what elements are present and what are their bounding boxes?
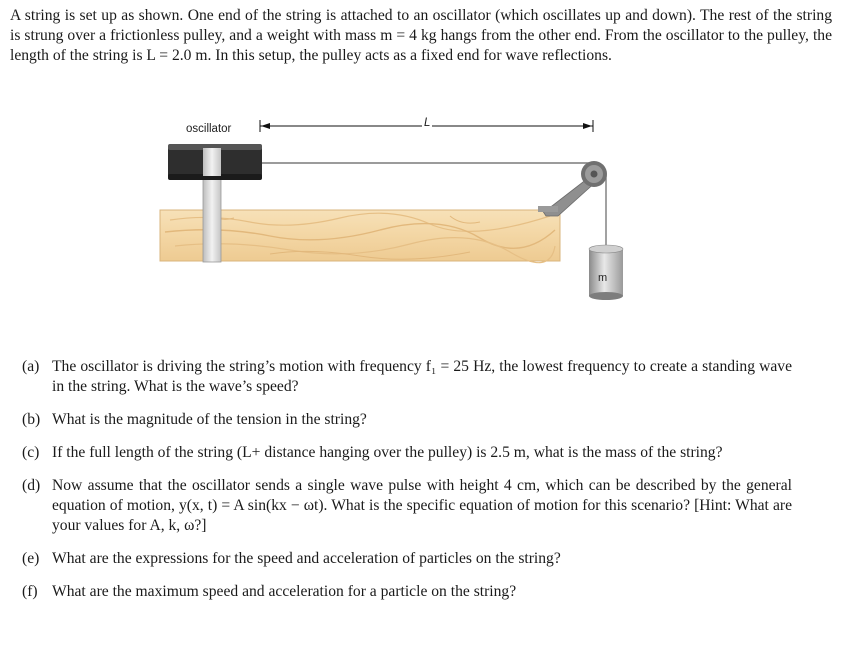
question-label: (c) [22,444,40,461]
question-c [22,443,792,463]
question-text: The oscillator is driving the string’s motion with frequency f₁ = 25 Hz, the lowest frequency to create a standing wave in the string. What is the wave’s speed? [52,358,792,395]
question-label: (e) [22,550,40,567]
setup-figure [150,112,630,307]
question-a [22,357,792,397]
oscillator [168,144,262,180]
pulley [538,161,607,216]
question-text: What is the magnitude of the tension in the string? [52,411,367,428]
question-text: What are the maximum speed and acceleration for a particle on the string? [52,583,517,600]
question-d [22,476,792,536]
apparatus-diagram [150,112,630,307]
length-label: L [424,117,431,129]
question-label: (f) [22,583,38,600]
problem-intro: A string is set up as shown. One end of the string is attached to an oscillator (which oscillates up and down). The rest of the string is strung over a frictionless pulley, and a weight with mass m = 4 kg hangs from the other end. From the oscillator to the pulley, the length of the string is L = 2.0 m. In this setup, the pulley acts as a fixed end for wave reflections. [10,7,832,64]
question-b [22,410,792,430]
oscillator-label: oscillator [186,123,232,135]
mass-label: m [598,272,608,284]
question-e [22,549,792,569]
question-label: (a) [22,358,40,375]
question-list [22,357,792,615]
question-text: If the full length of the string (L+ distance hanging over the pulley) is 2.5 m, what is the mass of the string? [52,444,723,461]
question-text: What are the expressions for the speed and acceleration of particles on the string? [52,550,561,567]
question-text: Now assume that the oscillator sends a single wave pulse with height 4 cm, which can be described by the general equation of motion, y(x, t) = A sin(kx − ωt). What is the specific equation of motion for this scenario? [Hint: What are your values for A, k, ω?] [52,477,792,534]
question-label: (d) [22,477,41,494]
question-label: (b) [22,411,41,428]
question-f [22,582,792,602]
